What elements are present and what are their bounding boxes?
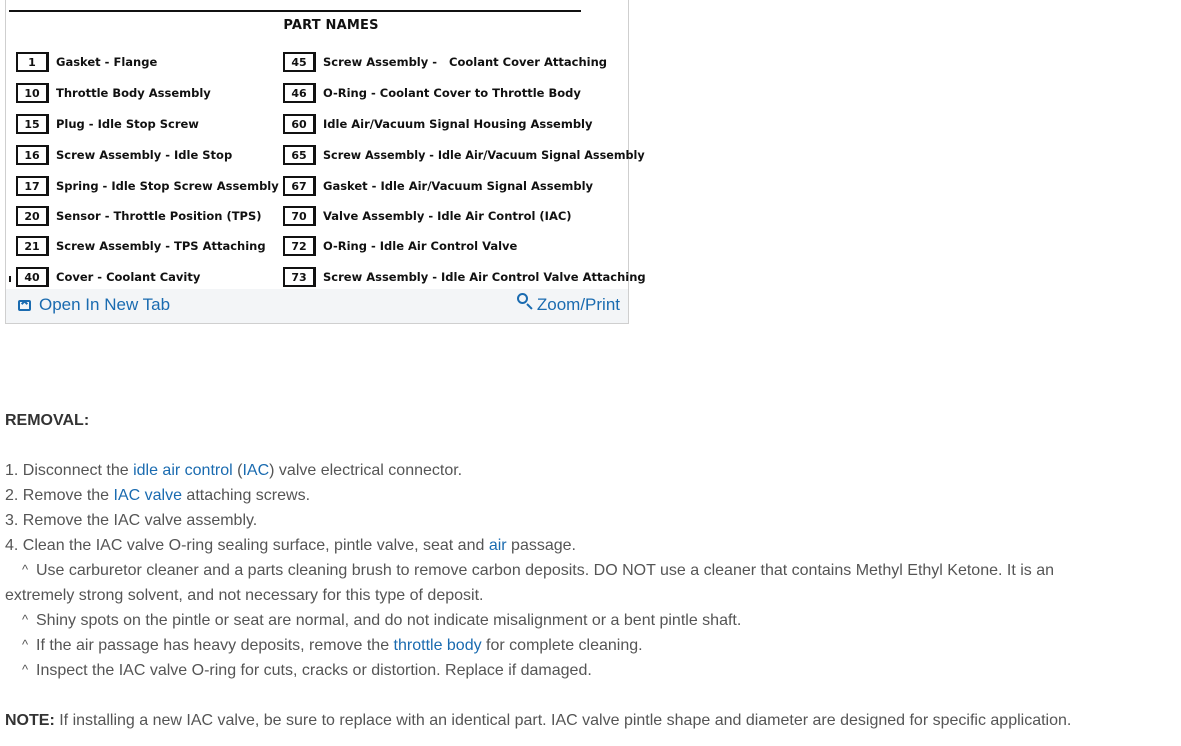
part-row: [283, 82, 581, 104]
part-row: [16, 266, 200, 288]
part-name: Idle Air/Vacuum Signal Housing Assembly: [323, 117, 593, 131]
step-1: 1. Disconnect the idle air control (IAC) valve electrical connector.: [5, 462, 463, 479]
part-name: Spring - Idle Stop Screw Assembly: [56, 179, 279, 193]
part-name: Screw Assembly - Idle Air/Vacuum Signal Assembly: [323, 148, 645, 162]
link-throttle-body[interactable]: throttle body: [393, 637, 482, 654]
open-in-new-tab-label: Open In New Tab: [39, 295, 171, 314]
zoom-in-icon: [516, 292, 534, 310]
link-air[interactable]: air: [488, 537, 507, 554]
part-number: 16: [16, 145, 49, 165]
part-name: Sensor - Throttle Position (TPS): [56, 209, 262, 223]
part-row: [283, 266, 646, 288]
part-number: 70: [283, 206, 316, 226]
part-row: [16, 175, 279, 197]
bullet-item: ^ If the air passage has heavy deposits, remove the throttle body for complete cleaning.: [22, 637, 643, 654]
part-name: Valve Assembly - Idle Air Control (IAC): [323, 209, 572, 223]
part-row: [283, 175, 593, 197]
part-name: Screw Assembly - Idle Stop: [56, 148, 233, 162]
figure-footer: [6, 289, 628, 323]
part-number: 15: [16, 114, 49, 134]
link-iac[interactable]: IAC: [242, 462, 270, 479]
part-number: 45: [283, 52, 316, 72]
divider-line: [9, 10, 581, 12]
part-name: Gasket - Idle Air/Vacuum Signal Assembly: [323, 179, 594, 193]
part-number: 73: [283, 267, 316, 287]
caret-icon: ^: [22, 562, 29, 577]
step-2: 2. Remove the IAC valve attaching screws.: [5, 487, 311, 504]
part-name: Screw Assembly - Coolant Cover Attaching: [323, 55, 607, 69]
part-name: Throttle Body Assembly: [56, 86, 211, 100]
link-iac-valve[interactable]: IAC valve: [113, 487, 182, 504]
caret-icon: ^: [22, 612, 29, 627]
part-name: Screw Assembly - Idle Air Control Valve Attaching: [323, 270, 646, 284]
step-3: 3. Remove the IAC valve assembly.: [5, 512, 258, 529]
zoom-print-link[interactable]: [516, 295, 620, 315]
legend-title: PART NAMES: [283, 18, 379, 33]
part-name: Plug - Idle Stop Screw: [56, 117, 199, 131]
bullet-item: ^ Shiny spots on the pintle or seat are normal, and do not indicate misalignment or a bent pintle shaft.: [22, 612, 742, 629]
zoom-print-label: Zoom/Print: [536, 295, 620, 314]
part-number: 65: [283, 145, 316, 165]
part-number: 72: [283, 236, 316, 256]
note-label: NOTE:: [5, 712, 55, 729]
bullet-continuation: extremely strong solvent, and not necessary for this type of deposit.: [5, 587, 484, 604]
part-names-legend: [6, 0, 646, 289]
part-row: [16, 113, 199, 135]
note-paragraph: NOTE: If installing a new IAC valve, be sure to replace with an identical part. IAC valve pintle shape and diameter are designed for specific application.: [5, 712, 1072, 729]
part-row: [16, 235, 266, 257]
step-4: 4. Clean the IAC valve O-ring sealing surface, pintle valve, seat and air passage.: [5, 537, 576, 554]
part-number: 67: [283, 176, 316, 196]
part-number: 10: [16, 83, 49, 103]
part-row: [283, 144, 645, 166]
bullet-item: ^ Use carburetor cleaner and a parts cleaning brush to remove carbon deposits. DO NOT use a cleaner that contains Methyl Ethyl Ketone. It is an: [22, 562, 1055, 579]
part-name: Gasket - Flange: [56, 55, 158, 69]
removal-heading: REMOVAL:: [5, 412, 90, 429]
part-number: 1: [16, 52, 49, 72]
part-number: 17: [16, 176, 49, 196]
new-tab-icon: [18, 300, 31, 311]
part-row: [283, 113, 593, 135]
part-number: 20: [16, 206, 49, 226]
part-row: [16, 51, 157, 73]
part-number: 40: [16, 267, 49, 287]
part-name: O-Ring - Idle Air Control Valve: [323, 239, 518, 253]
part-row: [283, 51, 607, 73]
part-row: [283, 235, 517, 257]
divider-line: [9, 276, 11, 282]
part-number: 46: [283, 83, 316, 103]
part-row: [16, 205, 262, 227]
part-number: 21: [16, 236, 49, 256]
caret-icon: ^: [22, 637, 29, 652]
bullet-item: ^ Inspect the IAC valve O-ring for cuts, cracks or distortion. Replace if damaged.: [22, 662, 592, 679]
part-name: Cover - Coolant Cavity: [56, 270, 201, 284]
part-name: O-Ring - Coolant Cover to Throttle Body: [323, 86, 581, 100]
part-row: [283, 205, 572, 227]
link-idle-air-control[interactable]: idle air control: [133, 462, 233, 479]
part-number: 60: [283, 114, 316, 134]
part-row: [16, 144, 232, 166]
part-row: [16, 82, 211, 104]
figure-container: [5, 0, 646, 324]
open-in-new-tab-link[interactable]: [18, 295, 170, 315]
caret-icon: ^: [22, 662, 29, 677]
part-name: Screw Assembly - TPS Attaching: [56, 239, 266, 253]
